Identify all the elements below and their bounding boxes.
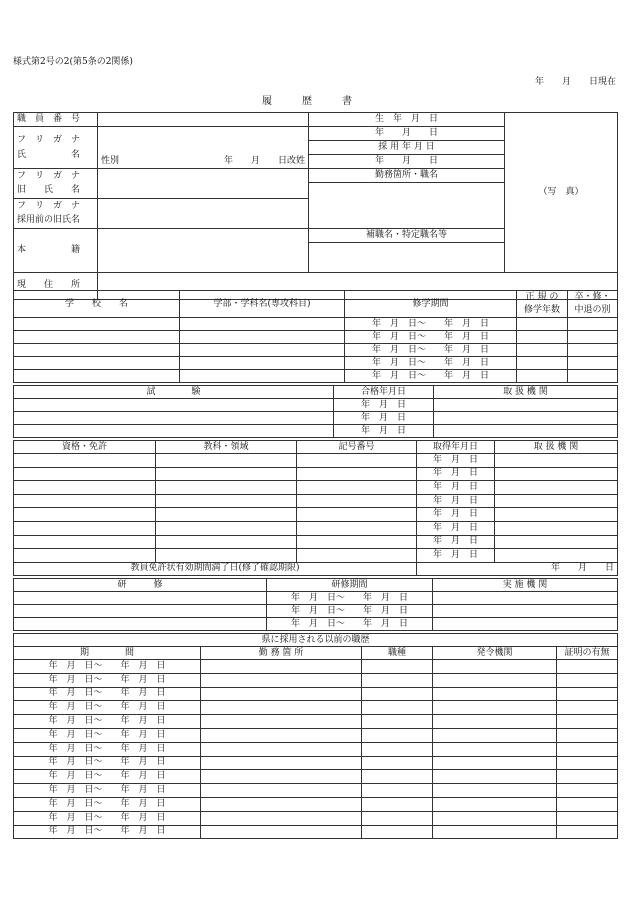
career-certificate-cell[interactable] bbox=[557, 825, 618, 839]
exam-cell[interactable] bbox=[14, 425, 334, 438]
graduation-type-cell[interactable] bbox=[568, 344, 618, 357]
license-row bbox=[14, 521, 618, 535]
code-number-cell[interactable] bbox=[297, 508, 417, 522]
career-certificate-cell[interactable] bbox=[557, 701, 618, 715]
career-job-type-header: 職種 bbox=[362, 647, 433, 660]
regular-years-cell[interactable] bbox=[517, 344, 568, 357]
training-period-cell[interactable]: 年 月 日〜 年 月 日 bbox=[267, 618, 433, 631]
career-job-type-cell[interactable] bbox=[362, 742, 433, 756]
career-issuer-cell[interactable] bbox=[433, 825, 557, 839]
department-cell[interactable] bbox=[180, 370, 345, 383]
subject-cell[interactable] bbox=[156, 494, 297, 508]
career-job-type-cell[interactable] bbox=[362, 673, 433, 687]
license-row bbox=[14, 508, 618, 522]
license-cell[interactable] bbox=[14, 481, 156, 495]
career-issuer-cell[interactable] bbox=[433, 687, 557, 701]
supplementary-label: 補職名・特定職名等 bbox=[309, 228, 505, 242]
career-certificate-cell[interactable] bbox=[557, 797, 618, 811]
career-period-cell[interactable]: 年 月 日〜 年 月 日 bbox=[14, 715, 201, 729]
career-row bbox=[14, 660, 618, 674]
education-row bbox=[14, 370, 618, 383]
education-row bbox=[14, 344, 618, 357]
career-certificate-cell[interactable] bbox=[557, 770, 618, 784]
address-label: 現 住 所 bbox=[14, 272, 98, 299]
training-header: 研 修 bbox=[14, 579, 267, 592]
training-period-cell[interactable]: 年 月 日〜 年 月 日 bbox=[267, 605, 433, 618]
career-row bbox=[14, 825, 618, 839]
domicile-field[interactable] bbox=[98, 228, 309, 272]
education-row bbox=[14, 318, 618, 331]
license-cell[interactable] bbox=[14, 467, 156, 481]
subject-cell[interactable] bbox=[156, 454, 297, 468]
license-row bbox=[14, 549, 618, 563]
acquired-date-header: 取得年月日 bbox=[417, 441, 495, 454]
career-row bbox=[14, 673, 618, 687]
career-period-cell[interactable]: 年 月 日〜 年 月 日 bbox=[14, 687, 201, 701]
gender-label: 性別 bbox=[101, 156, 120, 166]
career-job-type-cell[interactable] bbox=[362, 784, 433, 798]
training-agency-cell[interactable] bbox=[433, 605, 618, 618]
exam-row bbox=[14, 412, 618, 425]
subject-header: 教科・領域 bbox=[156, 441, 297, 454]
career-job-type-cell[interactable] bbox=[362, 687, 433, 701]
acquired-date-cell[interactable]: 年 月 日 bbox=[417, 535, 495, 549]
domicile-label: 本 籍 bbox=[14, 228, 98, 272]
training-row bbox=[14, 618, 618, 631]
career-certificate-cell[interactable] bbox=[557, 660, 618, 674]
career-row bbox=[14, 756, 618, 770]
acquired-date-cell[interactable]: 年 月 日 bbox=[417, 454, 495, 468]
license-cell[interactable] bbox=[14, 454, 156, 468]
career-period-cell[interactable]: 年 月 日〜 年 月 日 bbox=[14, 673, 201, 687]
training-row bbox=[14, 605, 618, 618]
pre-hire-name-field[interactable] bbox=[98, 198, 309, 228]
career-workplace-cell[interactable] bbox=[201, 673, 362, 687]
name-change-label: 年 月 日改姓 bbox=[223, 156, 305, 166]
training-agency-cell[interactable] bbox=[433, 592, 618, 605]
career-certificate-cell[interactable] bbox=[557, 673, 618, 687]
career-period-cell[interactable]: 年 月 日〜 年 月 日 bbox=[14, 825, 201, 839]
license-agency-cell[interactable] bbox=[495, 467, 618, 481]
career-period-header: 期 間 bbox=[14, 647, 201, 660]
career-row bbox=[14, 701, 618, 715]
code-number-cell[interactable] bbox=[297, 481, 417, 495]
career-period-cell[interactable]: 年 月 日〜 年 月 日 bbox=[14, 742, 201, 756]
career-workplace-header: 勤 務 箇 所 bbox=[201, 647, 362, 660]
licenses-table bbox=[13, 440, 618, 576]
career-period-cell[interactable]: 年 月 日〜 年 月 日 bbox=[14, 701, 201, 715]
exam-agency-cell[interactable] bbox=[434, 399, 618, 412]
acquired-date-cell[interactable]: 年 月 日 bbox=[417, 467, 495, 481]
study-period-cell[interactable]: 年 月 日〜 年 月 日 bbox=[345, 370, 517, 383]
exam-agency-header: 取 扱 機 関 bbox=[434, 386, 618, 399]
exam-agency-cell[interactable] bbox=[434, 425, 618, 438]
training-period-header: 研修期間 bbox=[267, 579, 433, 592]
prior-career-table bbox=[13, 633, 618, 839]
acquired-date-cell[interactable]: 年 月 日 bbox=[417, 481, 495, 495]
subject-cell[interactable] bbox=[156, 535, 297, 549]
license-row bbox=[14, 467, 618, 481]
career-job-type-cell[interactable] bbox=[362, 811, 433, 825]
career-certificate-cell[interactable] bbox=[557, 687, 618, 701]
school-name-cell[interactable] bbox=[14, 318, 180, 331]
page-title: 履 歴 書 bbox=[262, 96, 352, 107]
license-cell[interactable] bbox=[14, 521, 156, 535]
department-cell[interactable] bbox=[180, 318, 345, 331]
career-workplace-cell[interactable] bbox=[201, 701, 362, 715]
career-row bbox=[14, 811, 618, 825]
graduation-type-cell[interactable] bbox=[568, 318, 618, 331]
career-issuer-cell[interactable] bbox=[433, 797, 557, 811]
graduation-type-cell[interactable] bbox=[568, 357, 618, 370]
training-cell[interactable] bbox=[14, 618, 267, 631]
subject-cell[interactable] bbox=[156, 521, 297, 535]
career-workplace-cell[interactable] bbox=[201, 770, 362, 784]
graduation-type-header: 卒・修・ 中退の別 bbox=[568, 291, 618, 318]
career-row bbox=[14, 797, 618, 811]
career-period-cell[interactable]: 年 月 日〜 年 月 日 bbox=[14, 660, 201, 674]
career-issuer-cell[interactable] bbox=[433, 811, 557, 825]
training-table bbox=[13, 578, 618, 631]
old-name-field[interactable] bbox=[98, 169, 309, 199]
exam-cell[interactable] bbox=[14, 412, 334, 425]
regular-years-cell[interactable] bbox=[517, 370, 568, 383]
license-row bbox=[14, 535, 618, 549]
career-issuer-cell[interactable] bbox=[433, 770, 557, 784]
career-issuer-header: 発令機関 bbox=[433, 647, 557, 660]
subject-cell[interactable] bbox=[156, 481, 297, 495]
career-job-type-cell[interactable] bbox=[362, 797, 433, 811]
school-name-cell[interactable] bbox=[14, 357, 180, 370]
hire-date-label: 採 用 年 月 日 bbox=[309, 141, 505, 155]
career-job-type-cell[interactable] bbox=[362, 660, 433, 674]
study-period-cell[interactable]: 年 月 日〜 年 月 日 bbox=[345, 357, 517, 370]
career-workplace-cell[interactable] bbox=[201, 728, 362, 742]
training-agency-header: 実 施 機 関 bbox=[433, 579, 618, 592]
training-agency-cell[interactable] bbox=[433, 618, 618, 631]
exams-table bbox=[13, 385, 618, 438]
employee-number-label: 職 員 番 号 bbox=[14, 113, 98, 127]
regular-years-header: 正 規 の 修学年数 bbox=[517, 291, 568, 318]
training-cell[interactable] bbox=[14, 605, 267, 618]
form-number: 様式第2号の2(第5条の2関係) bbox=[13, 57, 133, 67]
graduation-type-cell[interactable] bbox=[568, 370, 618, 383]
license-agency-header: 取 扱 機 関 bbox=[495, 441, 618, 454]
career-issuer-cell[interactable] bbox=[433, 660, 557, 674]
birth-date-label: 生 年 月 日 bbox=[309, 113, 505, 127]
exam-cell[interactable] bbox=[14, 399, 334, 412]
license-agency-cell[interactable] bbox=[495, 549, 618, 563]
exam-agency-cell[interactable] bbox=[434, 412, 618, 425]
school-name-cell[interactable] bbox=[14, 331, 180, 344]
career-workplace-cell[interactable] bbox=[201, 797, 362, 811]
photo-area: （写 真） bbox=[505, 113, 618, 273]
license-row bbox=[14, 494, 618, 508]
career-issuer-cell[interactable] bbox=[433, 728, 557, 742]
career-certificate-cell[interactable] bbox=[557, 715, 618, 729]
acquired-date-cell[interactable]: 年 月 日 bbox=[417, 549, 495, 563]
old-name-label: フ リ ガ ナ 旧 氏 名 bbox=[14, 169, 98, 199]
education-row bbox=[14, 331, 618, 344]
license-cell[interactable] bbox=[14, 535, 156, 549]
subject-cell[interactable] bbox=[156, 549, 297, 563]
department-header: 学部・学科名(専攻科目) bbox=[180, 291, 345, 318]
career-certificate-cell[interactable] bbox=[557, 742, 618, 756]
license-cell[interactable] bbox=[14, 508, 156, 522]
pass-date-header: 合格年月日 bbox=[334, 386, 434, 399]
training-period-cell[interactable]: 年 月 日〜 年 月 日 bbox=[267, 592, 433, 605]
career-workplace-cell[interactable] bbox=[201, 784, 362, 798]
career-job-type-cell[interactable] bbox=[362, 770, 433, 784]
license-agency-cell[interactable] bbox=[495, 521, 618, 535]
acquired-date-cell[interactable]: 年 月 日 bbox=[417, 494, 495, 508]
career-job-type-cell[interactable] bbox=[362, 728, 433, 742]
pre-hire-name-label: フ リ ガ ナ 採用前の旧氏名 bbox=[14, 198, 98, 228]
study-period-cell[interactable]: 年 月 日〜 年 月 日 bbox=[345, 318, 517, 331]
department-cell[interactable] bbox=[180, 344, 345, 357]
subject-cell[interactable] bbox=[156, 467, 297, 481]
personal-info-table bbox=[13, 112, 618, 300]
education-table bbox=[13, 290, 618, 383]
code-number-cell[interactable] bbox=[297, 494, 417, 508]
career-workplace-cell[interactable] bbox=[201, 742, 362, 756]
regular-years-cell[interactable] bbox=[517, 318, 568, 331]
career-certificate-cell[interactable] bbox=[557, 756, 618, 770]
regular-years-cell[interactable] bbox=[517, 331, 568, 344]
name-field[interactable] bbox=[98, 127, 309, 169]
career-certificate-cell[interactable] bbox=[557, 728, 618, 742]
code-number-header: 記号番号 bbox=[297, 441, 417, 454]
career-period-cell[interactable]: 年 月 日〜 年 月 日 bbox=[14, 728, 201, 742]
workplace-field[interactable] bbox=[309, 183, 505, 229]
career-workplace-cell[interactable] bbox=[201, 715, 362, 729]
career-row bbox=[14, 784, 618, 798]
career-row bbox=[14, 742, 618, 756]
study-period-cell[interactable]: 年 月 日〜 年 月 日 bbox=[345, 344, 517, 357]
career-issuer-cell[interactable] bbox=[433, 673, 557, 687]
subject-cell[interactable] bbox=[156, 508, 297, 522]
graduation-type-cell[interactable] bbox=[568, 331, 618, 344]
regular-years-cell[interactable] bbox=[517, 357, 568, 370]
pass-date-cell[interactable]: 年 月 日 bbox=[334, 399, 434, 412]
career-row bbox=[14, 728, 618, 742]
career-job-type-cell[interactable] bbox=[362, 701, 433, 715]
school-name-cell[interactable] bbox=[14, 370, 180, 383]
career-row bbox=[14, 770, 618, 784]
acquired-date-cell[interactable]: 年 月 日 bbox=[417, 521, 495, 535]
license-agency-cell[interactable] bbox=[495, 454, 618, 468]
career-issuer-cell[interactable] bbox=[433, 715, 557, 729]
teacher-license-expiry-value[interactable]: 年 月 日 bbox=[417, 562, 618, 575]
career-period-cell[interactable]: 年 月 日〜 年 月 日 bbox=[14, 811, 201, 825]
career-certificate-header: 証明の有無 bbox=[557, 647, 618, 660]
study-period-cell[interactable]: 年 月 日〜 年 月 日 bbox=[345, 331, 517, 344]
workplace-label: 勤務箇所・職名 bbox=[309, 169, 505, 183]
training-row bbox=[14, 592, 618, 605]
career-issuer-cell[interactable] bbox=[433, 784, 557, 798]
study-period-header: 修学期間 bbox=[345, 291, 517, 318]
career-period-cell[interactable]: 年 月 日〜 年 月 日 bbox=[14, 784, 201, 798]
career-certificate-cell[interactable] bbox=[557, 811, 618, 825]
birth-date-value[interactable]: 年 月 日 bbox=[309, 127, 505, 141]
career-issuer-cell[interactable] bbox=[433, 701, 557, 715]
license-agency-cell[interactable] bbox=[495, 481, 618, 495]
department-cell[interactable] bbox=[180, 357, 345, 370]
training-cell[interactable] bbox=[14, 592, 267, 605]
career-period-cell[interactable]: 年 月 日〜 年 月 日 bbox=[14, 756, 201, 770]
as-of-date: 年 月 日現在 bbox=[534, 77, 616, 87]
code-number-cell[interactable] bbox=[297, 549, 417, 563]
code-number-cell[interactable] bbox=[297, 454, 417, 468]
license-row bbox=[14, 454, 618, 468]
career-certificate-cell[interactable] bbox=[557, 784, 618, 798]
exam-row bbox=[14, 399, 618, 412]
license-agency-cell[interactable] bbox=[495, 494, 618, 508]
exam-row bbox=[14, 425, 618, 438]
career-issuer-cell[interactable] bbox=[433, 742, 557, 756]
career-row bbox=[14, 687, 618, 701]
teacher-license-expiry-label: 教員免許状有効期間満了日(修了確認期限) bbox=[14, 562, 417, 575]
name-label: フ リ ガ ナ 氏 名 bbox=[14, 127, 98, 169]
career-period-cell[interactable]: 年 月 日〜 年 月 日 bbox=[14, 770, 201, 784]
career-row bbox=[14, 715, 618, 729]
school-name-cell[interactable] bbox=[14, 344, 180, 357]
employee-number-field[interactable] bbox=[98, 113, 309, 127]
education-row bbox=[14, 357, 618, 370]
license-agency-cell[interactable] bbox=[495, 508, 618, 522]
career-workplace-cell[interactable] bbox=[201, 756, 362, 770]
license-header: 資格・免許 bbox=[14, 441, 156, 454]
career-workplace-cell[interactable] bbox=[201, 687, 362, 701]
license-cell[interactable] bbox=[14, 549, 156, 563]
career-job-type-cell[interactable] bbox=[362, 825, 433, 839]
acquired-date-cell[interactable]: 年 月 日 bbox=[417, 508, 495, 522]
hire-date-value[interactable]: 年 月 日 bbox=[309, 155, 505, 169]
career-period-cell[interactable]: 年 月 日〜 年 月 日 bbox=[14, 797, 201, 811]
code-number-cell[interactable] bbox=[297, 521, 417, 535]
prior-career-title: 県に採用される以前の職歴 bbox=[14, 634, 618, 647]
exam-header: 試 験 bbox=[14, 386, 334, 399]
department-cell[interactable] bbox=[180, 331, 345, 344]
career-workplace-cell[interactable] bbox=[201, 811, 362, 825]
career-workplace-cell[interactable] bbox=[201, 825, 362, 839]
code-number-cell[interactable] bbox=[297, 535, 417, 549]
license-cell[interactable] bbox=[14, 494, 156, 508]
career-issuer-cell[interactable] bbox=[433, 756, 557, 770]
career-workplace-cell[interactable] bbox=[201, 660, 362, 674]
supplementary-field[interactable] bbox=[309, 242, 505, 272]
license-row bbox=[14, 481, 618, 495]
code-number-cell[interactable] bbox=[297, 467, 417, 481]
pass-date-cell[interactable]: 年 月 日 bbox=[334, 425, 434, 438]
pass-date-cell[interactable]: 年 月 日 bbox=[334, 412, 434, 425]
career-job-type-cell[interactable] bbox=[362, 715, 433, 729]
license-agency-cell[interactable] bbox=[495, 535, 618, 549]
school-name-header: 学 校 名 bbox=[14, 291, 180, 318]
career-job-type-cell[interactable] bbox=[362, 756, 433, 770]
